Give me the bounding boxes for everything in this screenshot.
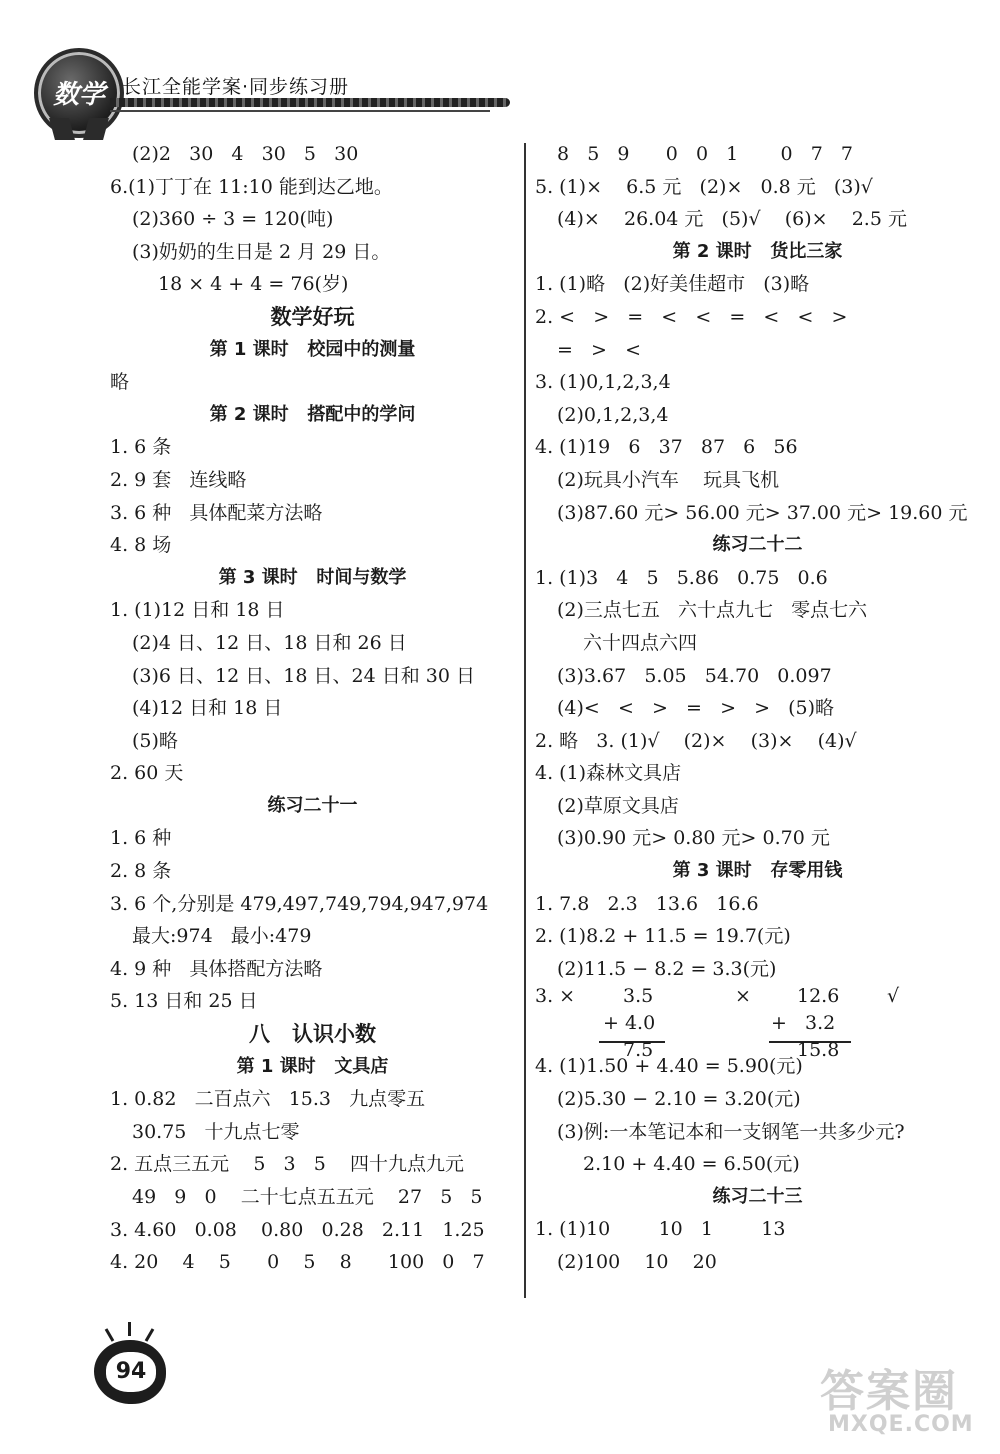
answer-line: (2)2 30 4 30 5 30 xyxy=(132,143,359,165)
answer-line: (2)0,1,2,3,4 xyxy=(557,403,669,426)
answer-line: 3. 6 种 具体配菜方法略 xyxy=(110,501,323,524)
answer-line: 1. (1)10 10 1 13 xyxy=(535,1218,786,1241)
header-band xyxy=(110,98,510,107)
answer-line: 1. (1)略 (2)好美佳超市 (3)略 xyxy=(535,273,810,296)
addend-bottom: + 4.0 xyxy=(603,1012,656,1035)
exercise-heading: 练习二十一 xyxy=(267,794,358,816)
math-badge-icon xyxy=(34,48,124,138)
answer-line: (2)360 ÷ 3 = 120(吨) xyxy=(132,208,334,231)
page-header xyxy=(0,0,1000,140)
answer-line: 2.10 + 4.40 = 6.50(元) xyxy=(583,1153,800,1176)
answer-line: 2. (1)8.2 + 11.5 = 19.7(元) xyxy=(535,925,791,948)
answer-line: 30.75 十九点七零 xyxy=(132,1120,300,1143)
answer-line: 2. 略 3. (1)√ (2)× (3)× (4)√ xyxy=(535,729,857,752)
addend-bottom: + 3.2 xyxy=(771,1012,836,1035)
vertical-addition xyxy=(535,985,980,1062)
answer-line: (4)× 26.04 元 (5)√ (6)× 2.5 元 xyxy=(557,208,907,231)
watermark-url: MXQE.COM xyxy=(828,1412,974,1437)
ray-icon xyxy=(145,1328,155,1342)
answer-line: (2)100 10 20 xyxy=(557,1251,717,1273)
right-column xyxy=(535,138,980,1279)
page-number-badge xyxy=(94,1328,174,1408)
ray-icon xyxy=(128,1322,131,1336)
column-divider xyxy=(524,143,526,1298)
item-mark: √ xyxy=(887,985,900,1008)
sum-result: 7.5 xyxy=(623,1039,654,1062)
answer-line: 3. 6 个,分别是 479,497,749,794,947,974 xyxy=(110,892,489,915)
answer-line: 1. 7.8 2.3 13.6 16.6 xyxy=(535,892,759,915)
answer-line: (2)三点七五 六十点九七 零点七六 xyxy=(557,599,868,622)
answer-line: (3)87.60 元> 56.00 元> 37.00 元> 19.60 元 xyxy=(557,501,968,524)
answer-line: 2. 60 天 xyxy=(110,762,184,785)
book-title: 长江全能学案·同步练习册 xyxy=(122,76,350,98)
answer-line: 2. 8 条 xyxy=(110,860,172,883)
watermark-logo: 答案圈 xyxy=(820,1366,958,1417)
ray-icon xyxy=(105,1328,115,1342)
answer-line: (3)例:一本笔记本和一支钢笔一共多少元? xyxy=(557,1120,905,1143)
answer-line: 5. (1)× 6.5 元 (2)× 0.8 元 (3)√ xyxy=(535,175,873,198)
answer-line: 4. 8 场 xyxy=(110,534,172,557)
answer-line: (3)奶奶的生日是 2 月 29 日。 xyxy=(132,240,391,263)
answer-line: 5. 13 日和 25 日 xyxy=(110,990,258,1013)
answer-line: 2. < > = < < = < < > xyxy=(535,305,848,328)
answer-line: 略 xyxy=(110,371,130,394)
answer-line: 6.(1)丁丁在 11:10 能到达乙地。 xyxy=(110,175,393,198)
item-mark: × xyxy=(735,985,751,1008)
sum-result: 15.8 xyxy=(797,1039,840,1062)
answer-line: 六十四点六四 xyxy=(583,631,698,654)
answer-line: 4. (1)森林文具店 xyxy=(535,762,682,785)
addend-top: 3.5 xyxy=(623,985,654,1008)
answer-line: 1. (1)12 日和 18 日 xyxy=(110,599,285,622)
addend-top: 12.6 xyxy=(797,985,840,1008)
answer-line: (3)3.67 5.05 54.70 0.097 xyxy=(557,664,832,687)
answer-line: 1. (1)3 4 5 5.86 0.75 0.6 xyxy=(535,566,828,589)
answer-line: 1. 0.82 二百点六 15.3 九点零五 xyxy=(110,1088,426,1111)
answer-line: 49 9 0 二十七点五五元 27 5 5 xyxy=(132,1186,483,1208)
answer-line: = > < xyxy=(557,338,641,361)
ribbon-right xyxy=(83,118,109,140)
answer-line: 4. 20 4 5 0 5 8 100 0 7 xyxy=(110,1251,485,1274)
answer-line: (4)12 日和 18 日 xyxy=(132,697,283,720)
lesson-heading: 第 2 课时 搭配中的学问 xyxy=(209,403,416,425)
answer-line: (2)草原文具店 xyxy=(557,794,679,817)
answer-line: (3)0.90 元> 0.80 元> 0.70 元 xyxy=(557,827,830,850)
answer-line: 18 × 4 + 4 = 76(岁) xyxy=(158,273,349,296)
answer-line: (5)略 xyxy=(132,729,178,752)
lesson-heading: 第 3 课时 存零用钱 xyxy=(672,860,843,882)
lesson-heading: 第 3 课时 时间与数学 xyxy=(218,566,407,588)
left-column xyxy=(110,138,515,1279)
answer-line: 3. 4.60 0.08 0.80 0.28 2.11 1.25 xyxy=(110,1218,485,1241)
answer-line: 1. 6 条 xyxy=(110,436,172,459)
section-heading: 数学好玩 xyxy=(270,304,355,329)
answer-line: 4. (1)19 6 37 87 6 56 xyxy=(535,436,798,459)
answer-line: (2)玩具小汽车 玩具飞机 xyxy=(557,468,780,491)
answer-line: (2)11.5 − 8.2 = 3.3(元) xyxy=(557,957,777,980)
answer-line: (2)5.30 − 2.10 = 3.20(元) xyxy=(557,1088,801,1111)
chapter-heading: 八 认识小数 xyxy=(249,1022,376,1047)
lesson-heading: 第 1 课时 文具店 xyxy=(236,1055,389,1077)
exercise-heading: 练习二十三 xyxy=(712,1185,803,1207)
lesson-heading: 第 1 课时 校园中的测量 xyxy=(209,338,416,360)
answer-line: 1. 6 种 xyxy=(110,827,172,850)
exercise-heading: 练习二十二 xyxy=(712,534,803,556)
answer-line: 8 5 9 0 0 1 0 7 7 xyxy=(557,143,854,165)
badge-label: 数学 xyxy=(52,80,105,110)
answer-line: 3. (1)0,1,2,3,4 xyxy=(535,371,671,394)
header-rule xyxy=(110,110,490,112)
answer-line: 4. 9 种 具体搭配方法略 xyxy=(110,957,323,980)
item-mark: 3. × xyxy=(535,985,576,1008)
page-number: 94 xyxy=(106,1352,156,1392)
answer-line: 4. (1)1.50 + 4.40 = 5.90(元) xyxy=(535,1055,803,1078)
answer-line: 2. 五点三五元 5 3 5 四十九点九元 xyxy=(110,1153,464,1176)
answer-line: (2)4 日、12 日、18 日和 26 日 xyxy=(132,631,407,654)
answer-line: 2. 9 套 连线略 xyxy=(110,468,247,491)
answer-line: (3)6 日、12 日、18 日、24 日和 30 日 xyxy=(132,664,475,687)
answer-line: (4)< < > = > > (5)略 xyxy=(557,697,835,720)
lesson-heading: 第 2 课时 货比三家 xyxy=(672,240,843,262)
answer-line: 最大:974 最小:479 xyxy=(132,925,312,948)
